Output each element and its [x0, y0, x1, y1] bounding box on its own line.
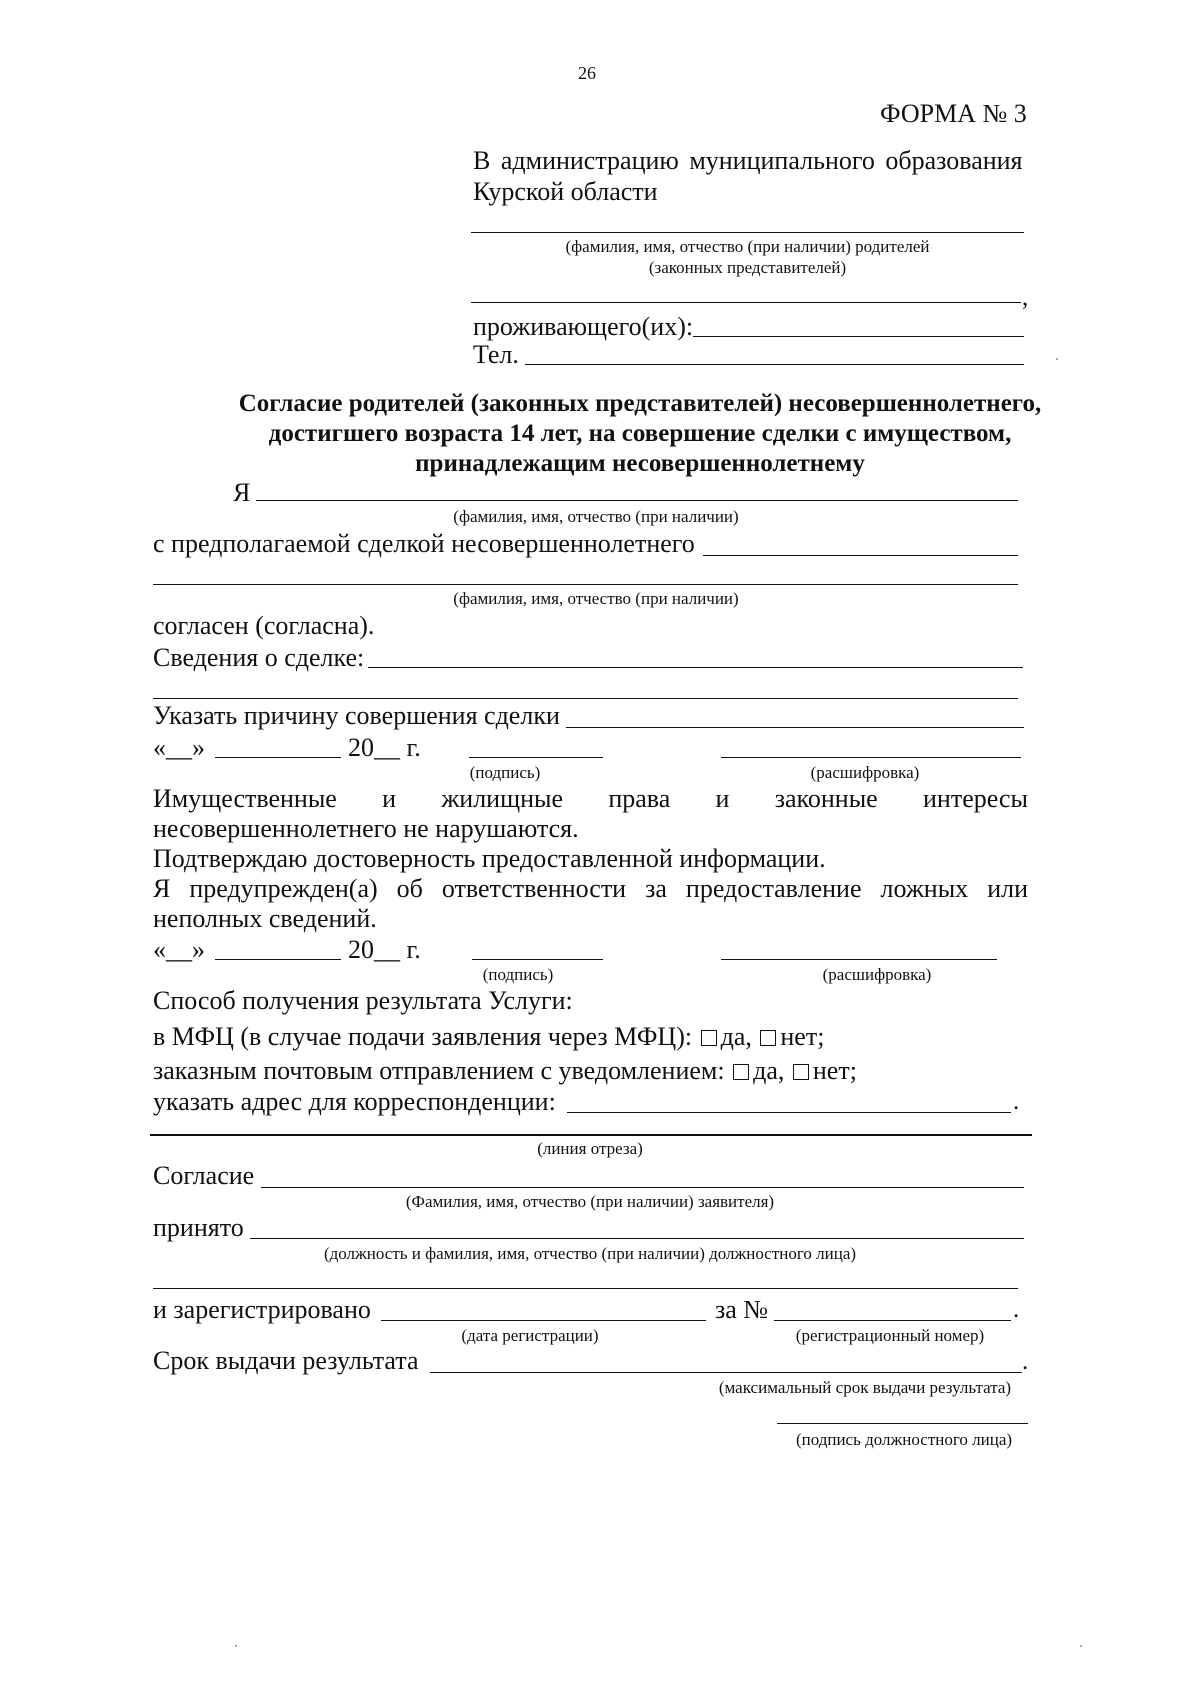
- mfc-label: в МФЦ (в случае подачи заявления через МФЦ):: [153, 1022, 693, 1051]
- decode-caption-2: (расшифровка): [822, 965, 932, 984]
- deadline-label: Срок выдачи результата: [153, 1346, 419, 1375]
- decode-field-1[interactable]: [721, 757, 1021, 758]
- statement-line-5: неполных сведений.: [153, 904, 377, 933]
- official-signature-caption: (подпись должностного лица): [795, 1430, 1013, 1449]
- scan-speck: [1056, 358, 1058, 360]
- cut-line-caption: (линия отреза): [537, 1139, 643, 1158]
- parent-name-caption-2: (законных представителей): [648, 258, 847, 277]
- deadline-caption: (максимальный срок выдачи результата): [718, 1378, 1012, 1397]
- signature-caption-1: (подпись): [469, 763, 541, 782]
- word: предупрежден(а): [189, 874, 378, 903]
- word: и: [382, 784, 397, 813]
- accepted-label: принято: [153, 1213, 244, 1242]
- yes-label: да,: [753, 1056, 785, 1085]
- address-field[interactable]: [567, 1112, 1011, 1113]
- parent-fio-field[interactable]: [256, 500, 1018, 501]
- applicant-field[interactable]: [261, 1187, 1024, 1188]
- date-month-field-2[interactable]: [215, 959, 341, 960]
- reg-number-field[interactable]: [774, 1320, 1011, 1321]
- mfc-option-row: [153, 1024, 824, 1050]
- mail-no-checkbox[interactable]: [793, 1064, 809, 1080]
- address-label: указать адрес для корреспонденции:: [153, 1087, 556, 1116]
- date-day-2: «__»: [153, 935, 205, 964]
- date-day-1: «__»: [153, 733, 205, 762]
- decode-field-2[interactable]: [721, 959, 997, 960]
- phone-field[interactable]: [525, 364, 1024, 365]
- word: ответственности: [441, 874, 627, 903]
- word: об: [396, 874, 423, 903]
- word: Я: [153, 874, 171, 903]
- form-title-line-2: достигшего возраста 14 лет, на совершение сделки с имуществом,: [268, 420, 1012, 447]
- word: жилищные: [441, 784, 564, 813]
- i-label: Я: [233, 478, 251, 507]
- receipt-consent-label: Согласие: [153, 1161, 255, 1190]
- reason-label: Указать причину совершения сделки: [153, 701, 560, 730]
- word: за: [645, 874, 667, 903]
- mail-label: заказным почтовым отправлением с уведомлением:: [153, 1056, 725, 1085]
- deal-info-label: Сведения о сделке:: [153, 643, 365, 672]
- signature-caption-2: (подпись): [482, 965, 554, 984]
- reg-date-field[interactable]: [381, 1320, 706, 1321]
- scan-speck: [235, 1645, 237, 1647]
- result-method-heading: Способ получения результата Услуги:: [153, 986, 573, 1015]
- date-year-1: 20__ г.: [348, 733, 421, 762]
- scan-speck: [1080, 1645, 1082, 1647]
- addressee-line-2: Курской области: [473, 177, 658, 206]
- signature-field-1[interactable]: [469, 757, 603, 758]
- mail-option-row: [153, 1058, 857, 1084]
- page-number: 26: [578, 63, 596, 83]
- official-field[interactable]: [250, 1238, 1024, 1239]
- parent-name-field-2[interactable]: [471, 302, 1021, 303]
- word: Имущественные: [153, 784, 337, 813]
- minor-name-field-2[interactable]: [153, 584, 1018, 585]
- statement-line-3: Подтверждаю достоверность предоставленной информации.: [153, 844, 826, 873]
- comma: ,: [1022, 284, 1029, 311]
- minor-name-field[interactable]: [703, 555, 1018, 556]
- official-caption: (должность и фамилия, имя, отчество (при наличии) должностного лица): [323, 1244, 857, 1263]
- word: и: [715, 784, 730, 813]
- minor-fio-caption: (фамилия, имя, отчество (при наличии): [453, 589, 739, 608]
- applicant-caption: (Фамилия, имя, отчество (при наличии) заявителя): [405, 1192, 775, 1211]
- official-field-2[interactable]: [153, 1288, 1018, 1289]
- word: предоставление: [685, 874, 862, 903]
- form-title-line-3: принадлежащим несовершеннолетнему: [415, 450, 865, 477]
- deal-label: с предполагаемой сделкой несовершеннолетнего: [153, 529, 695, 558]
- cut-line: [150, 1134, 1032, 1136]
- reg-date-caption: (дата регистрации): [461, 1326, 599, 1345]
- deal-info-field[interactable]: [368, 667, 1023, 668]
- no-label: нет;: [812, 1056, 857, 1085]
- parent-fio-caption: (фамилия, имя, отчество (при наличии): [453, 507, 739, 526]
- signature-field-2[interactable]: [472, 959, 603, 960]
- word: интересы: [923, 784, 1028, 813]
- form-title-line-1: Согласие родителей (законных представителей) несовершеннолетнего,: [238, 390, 1042, 417]
- residing-field[interactable]: [693, 336, 1024, 337]
- registered-label: и зарегистрировано: [153, 1295, 371, 1324]
- reg-number-caption: (регистрационный номер): [795, 1326, 985, 1345]
- decode-caption-1: (расшифровка): [810, 763, 920, 782]
- yes-label: да,: [720, 1022, 752, 1051]
- word: права: [608, 784, 671, 813]
- deadline-period: .: [1022, 1348, 1029, 1375]
- deal-info-field-2[interactable]: [153, 698, 1018, 699]
- word: или: [987, 874, 1028, 903]
- number-label: за №: [715, 1295, 769, 1324]
- phone-label: Тел.: [473, 340, 519, 369]
- official-signature-field[interactable]: [777, 1423, 1028, 1424]
- parent-name-caption-1: (фамилия, имя, отчество (при наличии) родителей: [565, 237, 930, 256]
- parent-name-field[interactable]: [471, 232, 1024, 233]
- deadline-field[interactable]: [430, 1372, 1022, 1373]
- form-number: ФОРМА № 3: [880, 99, 1027, 128]
- reason-field[interactable]: [566, 727, 1024, 728]
- residing-label: проживающего(их):: [473, 312, 694, 341]
- mfc-yes-checkbox[interactable]: [701, 1030, 717, 1046]
- address-period: .: [1013, 1088, 1020, 1115]
- word: законные: [774, 784, 878, 813]
- mfc-no-checkbox[interactable]: [760, 1030, 776, 1046]
- statement-line-1: [153, 786, 1028, 812]
- no-label: нет;: [780, 1022, 825, 1051]
- mail-yes-checkbox[interactable]: [733, 1064, 749, 1080]
- statement-line-4: [153, 876, 1028, 902]
- word: ложных: [880, 874, 969, 903]
- agree-text: согласен (согласна).: [153, 611, 375, 640]
- date-month-field-1[interactable]: [215, 757, 341, 758]
- date-year-2: 20__ г.: [348, 935, 421, 964]
- reg-number-period: .: [1013, 1296, 1020, 1323]
- statement-line-2: несовершеннолетнего не нарушаются.: [153, 814, 579, 843]
- addressee-line-1: В администрацию муниципального образования: [473, 146, 1023, 175]
